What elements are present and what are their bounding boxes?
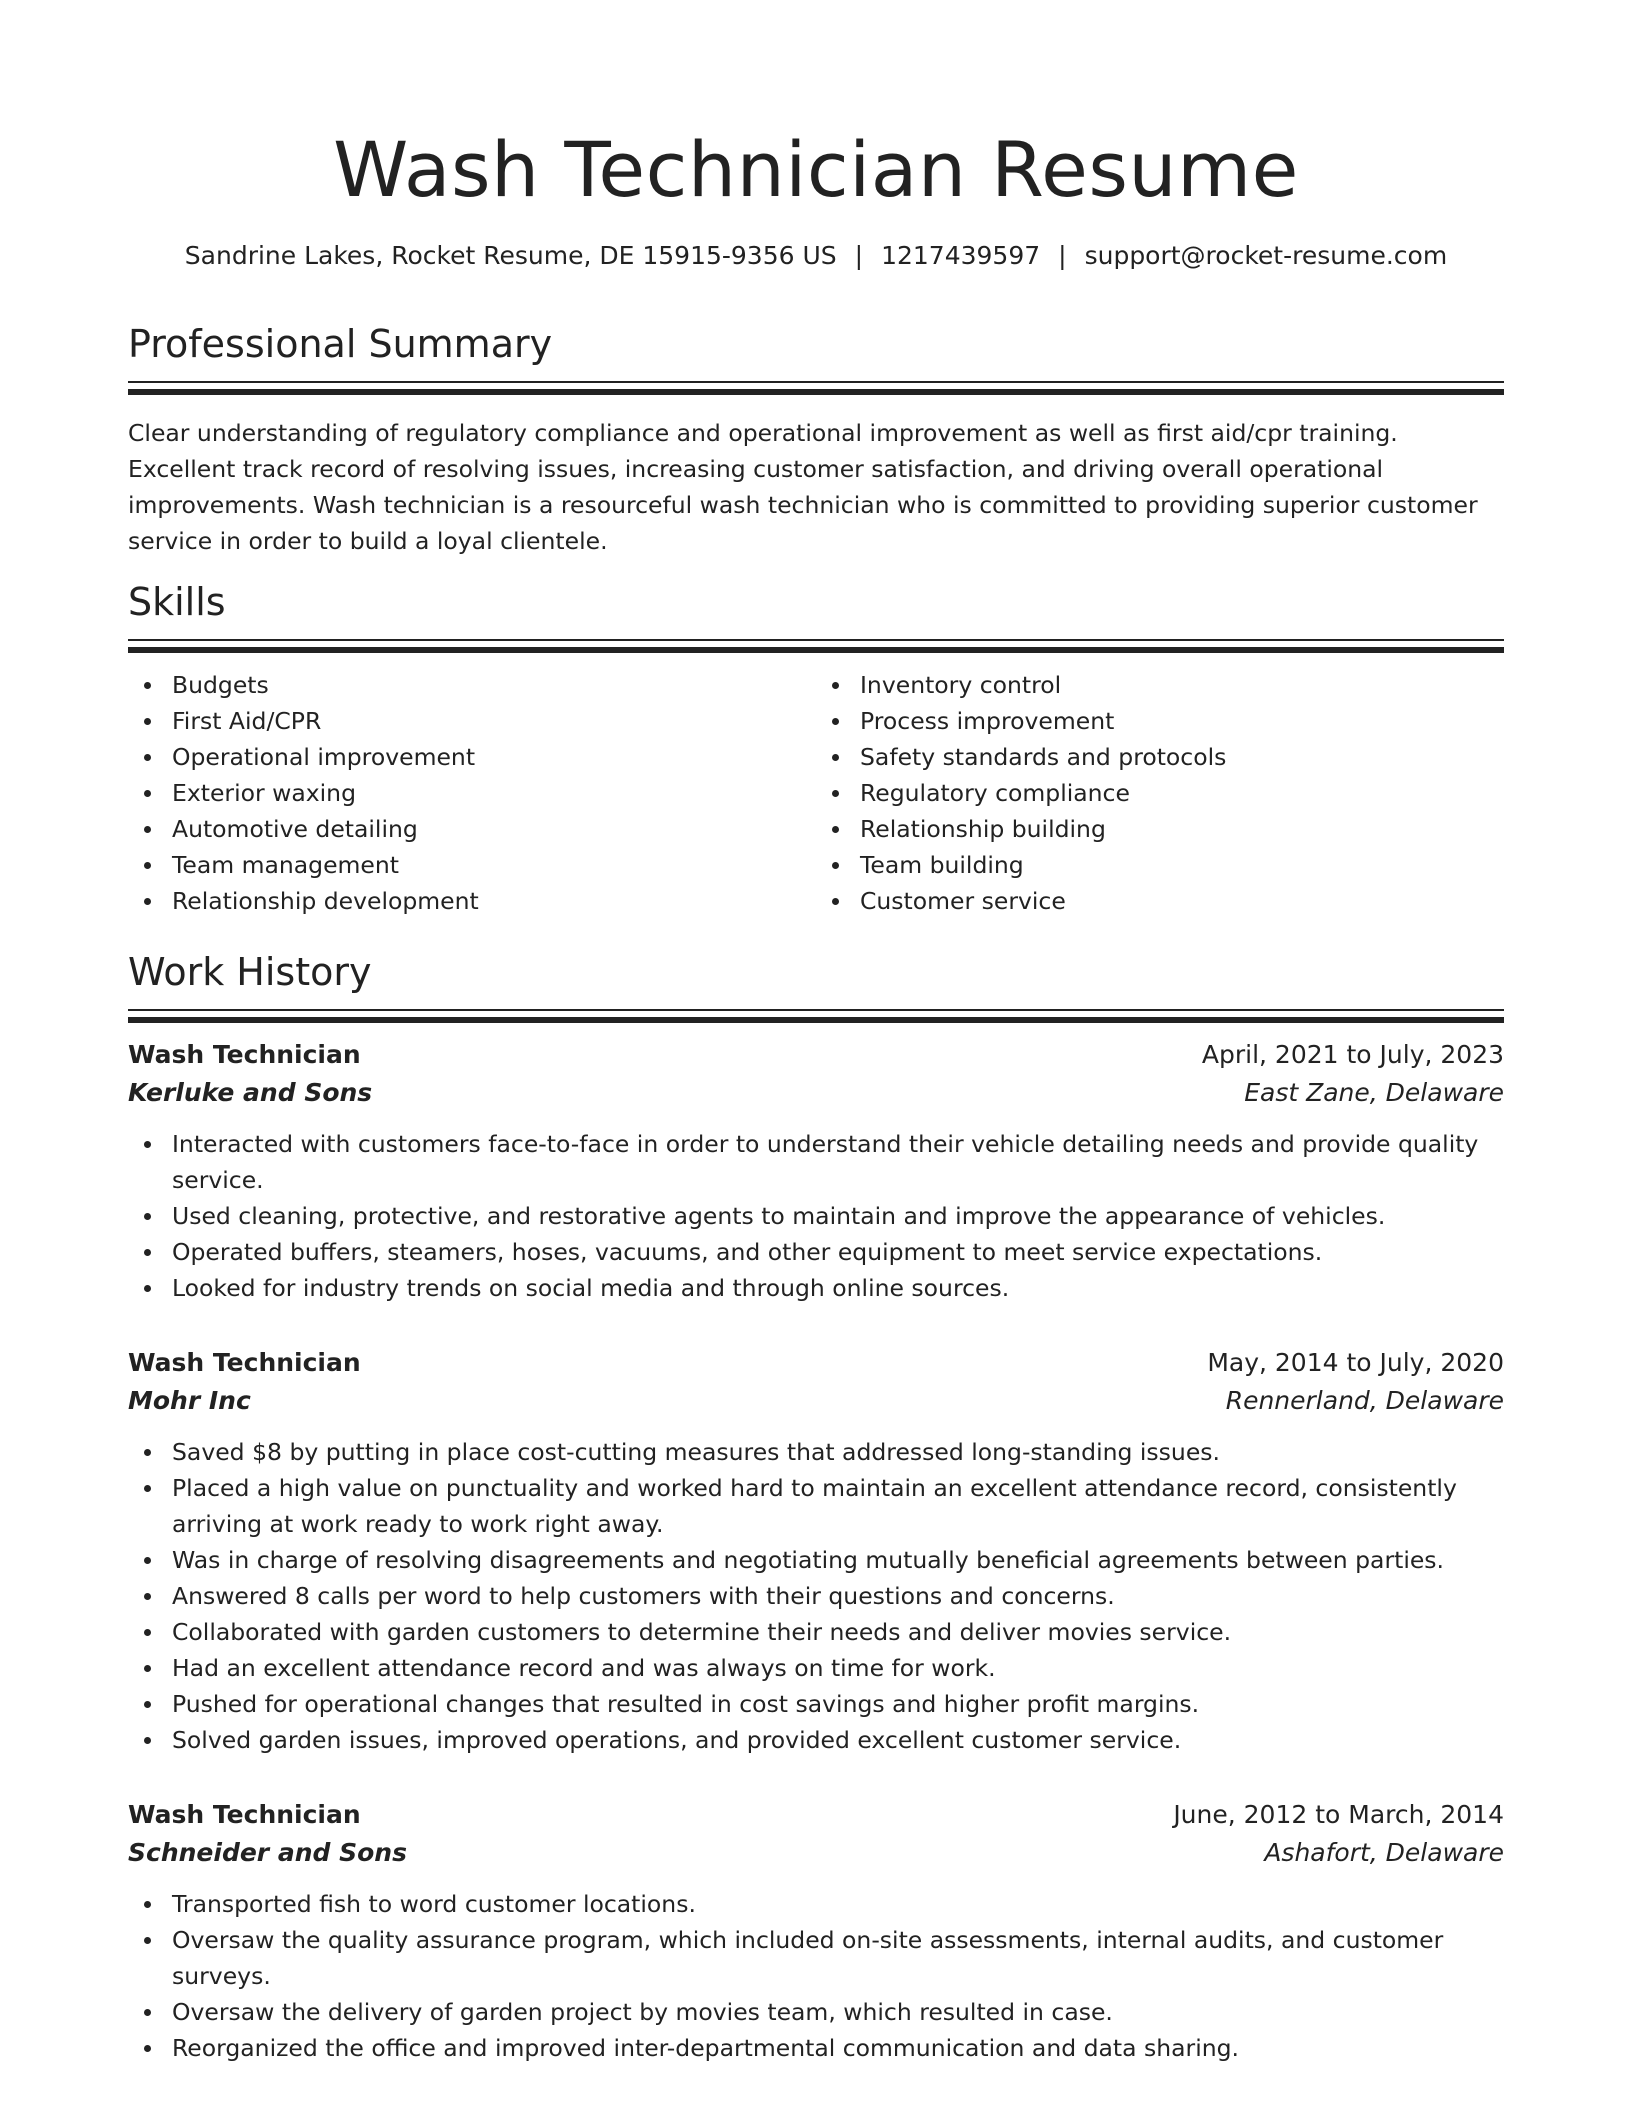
job-entry (128, 1796, 1504, 2066)
job-bullet: Looked for industry trends on social media and through online sources. (128, 1270, 1504, 1306)
contact-address: Sandrine Lakes, Rocket Resume, DE 15915-9356 US (184, 241, 837, 270)
skill-item: Operational improvement (172, 739, 816, 775)
job-title: Wash Technician (128, 1348, 361, 1377)
skill-item: Inventory control (860, 667, 1504, 703)
job-title: Wash Technician (128, 1040, 361, 1069)
job-bullet: Operated buffers, steamers, hoses, vacuums, and other equipment to meet service expectations. (128, 1234, 1504, 1270)
skills-list-right (816, 667, 1504, 919)
work-history-heading: Work History (128, 950, 372, 994)
contact-separator: | (1058, 241, 1067, 270)
summary-section (128, 318, 1504, 559)
skills-list-left (128, 667, 816, 919)
skill-item: First Aid/CPR (172, 703, 816, 739)
contact-email[interactable]: support@rocket-resume.com (1084, 241, 1448, 270)
job-bullet: Solved garden issues, improved operations, and provided excellent customer service. (128, 1722, 1504, 1758)
job-entry (128, 1036, 1504, 1306)
resume-title: Wash Technician Resume (333, 125, 1299, 214)
job-title: Wash Technician (128, 1800, 361, 1829)
job-bullet: Placed a high value on punctuality and worked hard to maintain an excellent attendance record, consistently arriving at work ready to work right away. (128, 1470, 1504, 1542)
skill-item: Process improvement (860, 703, 1504, 739)
job-bullets (128, 1886, 1504, 2066)
skill-item: Safety standards and protocols (860, 739, 1504, 775)
summary-text: Clear understanding of regulatory compliance and operational improvement as well as first aid/cpr training. Excellent track record of resolving issues, increasing customer satisfaction, and driving overall operational improvements. Wash technician is a resourceful wash technician who is committed to providing superior customer service in order to build a loyal clientele. (128, 419, 1478, 555)
job-bullets (128, 1434, 1504, 1758)
job-bullet: Had an excellent attendance record and was always on time for work. (128, 1650, 1504, 1686)
job-company: Schneider and Sons (128, 1838, 407, 1867)
job-bullet: Saved $8 by putting in place cost-cutting measures that addressed long-standing issues. (128, 1434, 1504, 1470)
skill-item: Relationship development (172, 883, 816, 919)
skill-item: Customer service (860, 883, 1504, 919)
work-history-section (128, 946, 1504, 1023)
skills-columns (128, 667, 1504, 919)
job-bullet: Transported fish to word customer locations. (128, 1886, 1504, 1922)
job-subheader-row (128, 1382, 1504, 1420)
job-location: East Zane, Delaware (1244, 1078, 1504, 1107)
skill-item: Team management (172, 847, 816, 883)
job-location: Ashafort, Delaware (1264, 1838, 1504, 1867)
job-company: Kerluke and Sons (128, 1078, 373, 1107)
skills-heading: Skills (128, 580, 226, 624)
job-bullet: Pushed for operational changes that resulted in cost savings and higher profit margins. (128, 1686, 1504, 1722)
skills-section (128, 576, 1504, 919)
job-bullet: Oversaw the delivery of garden project by movies team, which resulted in case. (128, 1994, 1504, 2030)
job-subheader-row (128, 1834, 1504, 1872)
job-header-row (128, 1796, 1504, 1834)
skill-item: Relationship building (860, 811, 1504, 847)
skill-item: Regulatory compliance (860, 775, 1504, 811)
section-rule-thick (128, 647, 1504, 653)
section-rule-thick (128, 389, 1504, 395)
job-bullet: Reorganized the office and improved inter-departmental communication and data sharing. (128, 2030, 1504, 2066)
job-dates: April, 2021 to July, 2023 (1201, 1040, 1504, 1069)
job-company: Mohr Inc (128, 1386, 251, 1415)
skill-item: Budgets (172, 667, 816, 703)
job-header-row (128, 1036, 1504, 1074)
job-location: Rennerland, Delaware (1225, 1386, 1504, 1415)
job-bullet: Used cleaning, protective, and restorative agents to maintain and improve the appearance of vehicles. (128, 1198, 1504, 1234)
job-dates: June, 2012 to March, 2014 (1173, 1800, 1504, 1829)
contact-phone: 1217439597 (881, 241, 1041, 270)
section-rule (128, 639, 1504, 641)
job-bullet: Interacted with customers face-to-face in order to understand their vehicle detailing needs and provide quality service. (128, 1126, 1504, 1198)
skill-item: Automotive detailing (172, 811, 816, 847)
skill-item: Team building (860, 847, 1504, 883)
job-bullet: Answered 8 calls per word to help customers with their questions and concerns. (128, 1578, 1504, 1614)
skill-item: Exterior waxing (172, 775, 816, 811)
summary-heading: Professional Summary (128, 322, 553, 366)
job-subheader-row (128, 1074, 1504, 1112)
job-bullet: Collaborated with garden customers to determine their needs and deliver movies service. (128, 1614, 1504, 1650)
job-bullet: Was in charge of resolving disagreements and negotiating mutually beneficial agreements between parties. (128, 1542, 1504, 1578)
section-rule-thick (128, 1017, 1504, 1023)
section-rule (128, 1009, 1504, 1011)
job-entry (128, 1344, 1504, 1758)
contact-line (128, 238, 1504, 274)
contact-separator: | (854, 241, 864, 270)
job-dates: May, 2014 to July, 2020 (1207, 1348, 1504, 1377)
job-header-row (128, 1344, 1504, 1382)
job-bullet: Oversaw the quality assurance program, which included on-site assessments, internal audits, and customer surveys. (128, 1922, 1504, 1994)
section-rule (128, 381, 1504, 383)
job-bullets (128, 1126, 1504, 1306)
